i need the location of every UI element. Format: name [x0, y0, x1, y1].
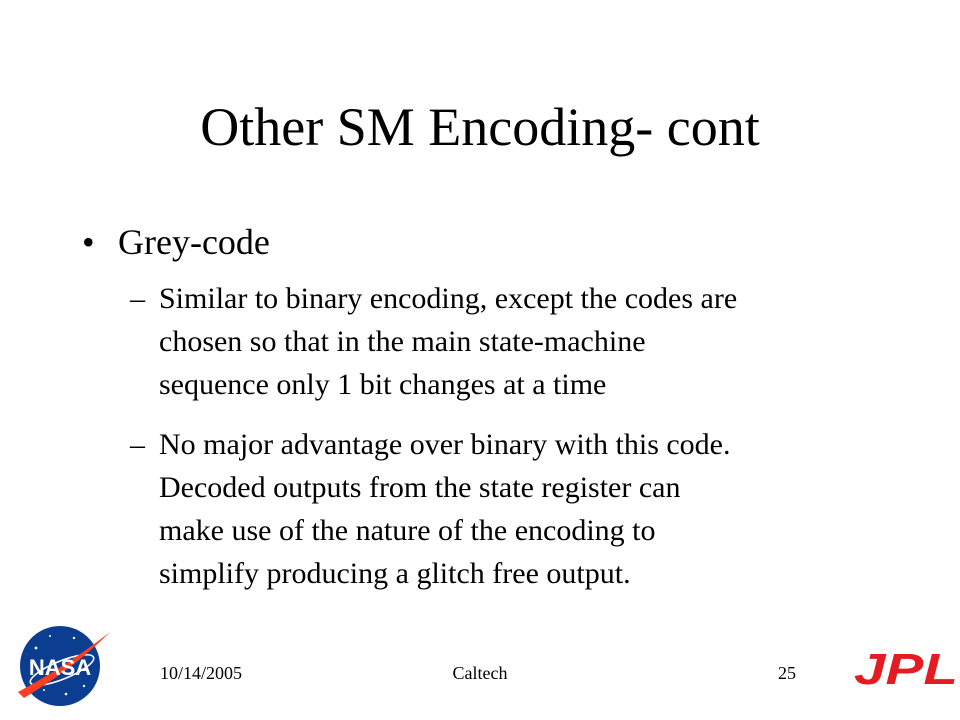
bullet-marker: • — [82, 222, 95, 262]
text-line: sequence only 1 bit changes at a time — [159, 368, 607, 401]
sub-bullet-marker: – — [130, 428, 145, 461]
footer-date: 10/14/2005 — [160, 663, 243, 683]
text-line: Decoded outputs from the state register can — [159, 471, 681, 504]
slide-title: Other SM Encoding- cont — [200, 97, 760, 157]
nasa-logo-text: NASA — [28, 655, 92, 680]
text-line: simplify producing a glitch free output. — [159, 557, 631, 590]
jpl-logo-text: JPL — [854, 646, 958, 688]
sub-bullet-marker: – — [130, 282, 145, 315]
text-line: make use of the nature of the encoding to — [159, 514, 656, 547]
sub-bullet-text — [159, 423, 869, 595]
footer-page-number: 25 — [778, 663, 796, 683]
sub-bullet-text — [159, 277, 869, 406]
text-line: Similar to binary encoding, except the codes are — [159, 282, 738, 315]
text-line: chosen so that in the main state-machine — [159, 325, 646, 358]
text-line: No major advantage over binary with this code. — [159, 428, 731, 461]
bullet-text: Grey-code — [118, 222, 270, 262]
footer-organization: Caltech — [452, 663, 508, 683]
